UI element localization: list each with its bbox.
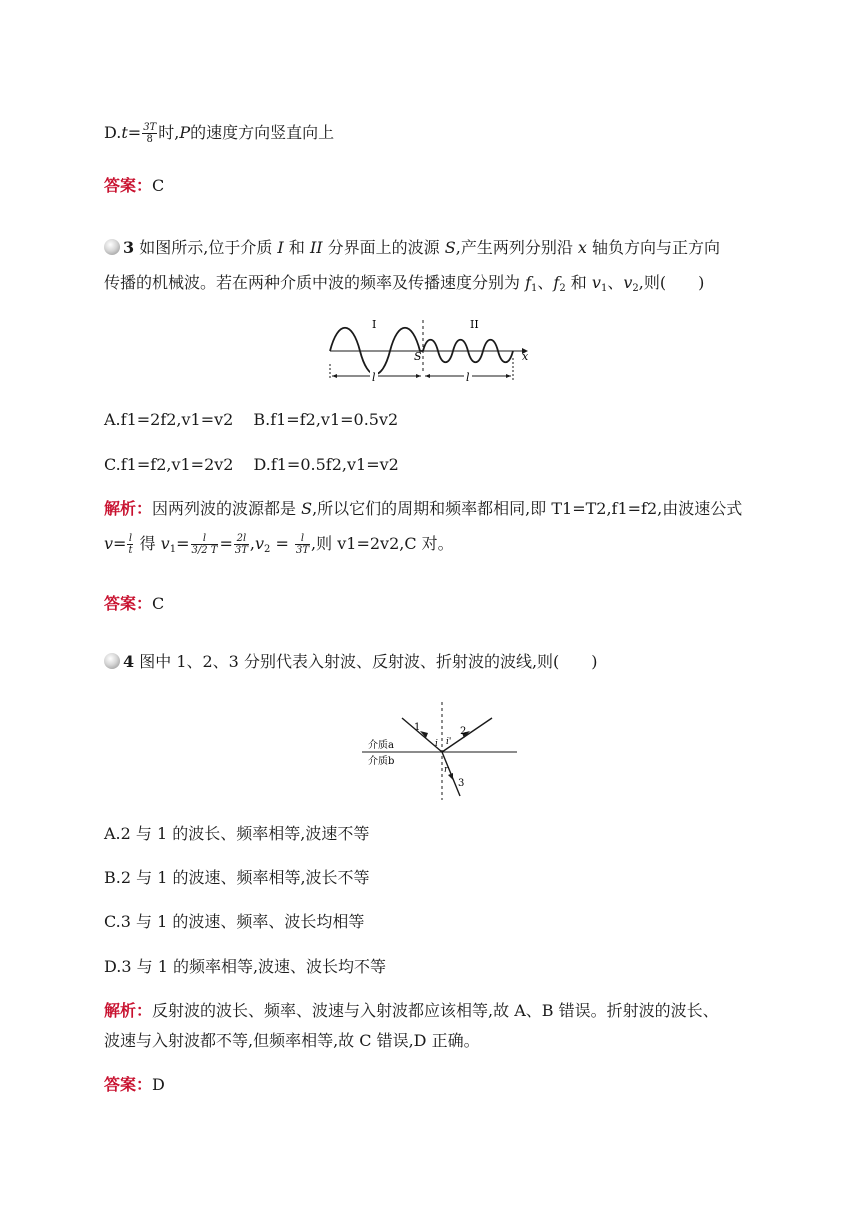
label-angle-r: r — [444, 765, 449, 775]
label-length-1: l — [372, 371, 376, 384]
q3-stem-line2: 传播的机械波。若在两种介质中波的频率及传播速度分别为 $f_1$、$f_2$ 和 $v_1$、$v_2$,则( ) — [104, 273, 705, 294]
q4-answer: 答案：D — [104, 1075, 165, 1094]
label-angle-i-prime: i' — [446, 737, 452, 747]
q3-analysis-line2: v= $\frac{l}{t}$ 得 $v_1=$ $\frac{l}{3/2 T}$ = $\frac{2l}{3T}$ $,v_2$ = $\frac{l}{3T}$ ,则 v1=2v2,C 对。 — [104, 533, 454, 556]
q3-options-ab — [104, 410, 398, 430]
q3-options-cd — [104, 455, 399, 475]
reflection-refraction-figure — [362, 700, 522, 802]
label-ray-3: 3 — [458, 778, 465, 789]
wave-figure — [326, 314, 532, 384]
q3-stem-line1: 3 如图所示,位于介质 I 和 II 分界面上的波源 S,产生两列分别沿 x 轴负方向与正方向 — [104, 238, 720, 258]
q3-option-d: D.f1=0.5f2,v1=v2 — [253, 455, 399, 474]
answer-label: 答案： — [104, 594, 153, 613]
q4-analysis-line2: 波速与入射波都不等,但频率相等,故 C 错误,D 正确。 — [104, 1031, 480, 1050]
label-ray-1: 1 — [414, 722, 421, 733]
prev-answer: 答案：C — [104, 176, 165, 195]
label-medium-b: 介质b — [368, 756, 395, 767]
q4-option-c: C.3 与 1 的波速、频率、波长均相等 — [104, 912, 365, 931]
question-bullet-icon — [104, 653, 120, 669]
q4-option-b: B.2 与 1 的波速、频率相等,波长不等 — [104, 868, 370, 887]
q3-option-c: C.f1=f2,v1=2v2 — [104, 455, 234, 474]
prev-option-d: D.t= $\frac{3T}{8}$ 时,P的速度方向竖直向上 — [104, 122, 335, 145]
label-angle-i: i — [435, 739, 438, 749]
label-length-2: l — [466, 371, 470, 384]
q4-option-d: D.3 与 1 的频率相等,波速、波长均不等 — [104, 957, 387, 976]
analysis-label: 解析： — [104, 499, 153, 518]
label-medium-i: I — [372, 318, 377, 331]
label-medium-ii: II — [470, 318, 479, 331]
q4-analysis-line1: 解析：反射波的波长、频率、波速与入射波都应该相等,故 A、B 错误。折射波的波长、 — [104, 1001, 719, 1020]
answer-label: 答案： — [104, 176, 153, 195]
q3-answer: 答案：C — [104, 594, 165, 613]
q3-analysis-line1: 解析：因两列波的波源都是 S,所以它们的周期和频率都相同,即 T1=T2,f1=f2,由波速公式 — [104, 499, 743, 518]
label-medium-a: 介质a — [368, 740, 394, 751]
label-x-axis: x — [522, 350, 529, 363]
analysis-label: 解析： — [104, 1001, 153, 1020]
q4-stem: 4 图中 1、2、3 分别代表入射波、反射波、折射波的波线,则( ) — [104, 652, 598, 672]
question-bullet-icon — [104, 239, 120, 255]
q3-option-a: A.f1=2f2,v1=v2 — [104, 410, 234, 429]
fraction: $\frac{3T}{8}$ — [143, 122, 157, 145]
q4-option-a: A.2 与 1 的波长、频率相等,波速不等 — [104, 824, 370, 843]
label-ray-2: 2 — [460, 726, 467, 737]
answer-label: 答案： — [104, 1075, 153, 1094]
label-source-s: S — [414, 350, 422, 363]
q3-option-b: B.f1=f2,v1=0.5v2 — [253, 410, 399, 429]
